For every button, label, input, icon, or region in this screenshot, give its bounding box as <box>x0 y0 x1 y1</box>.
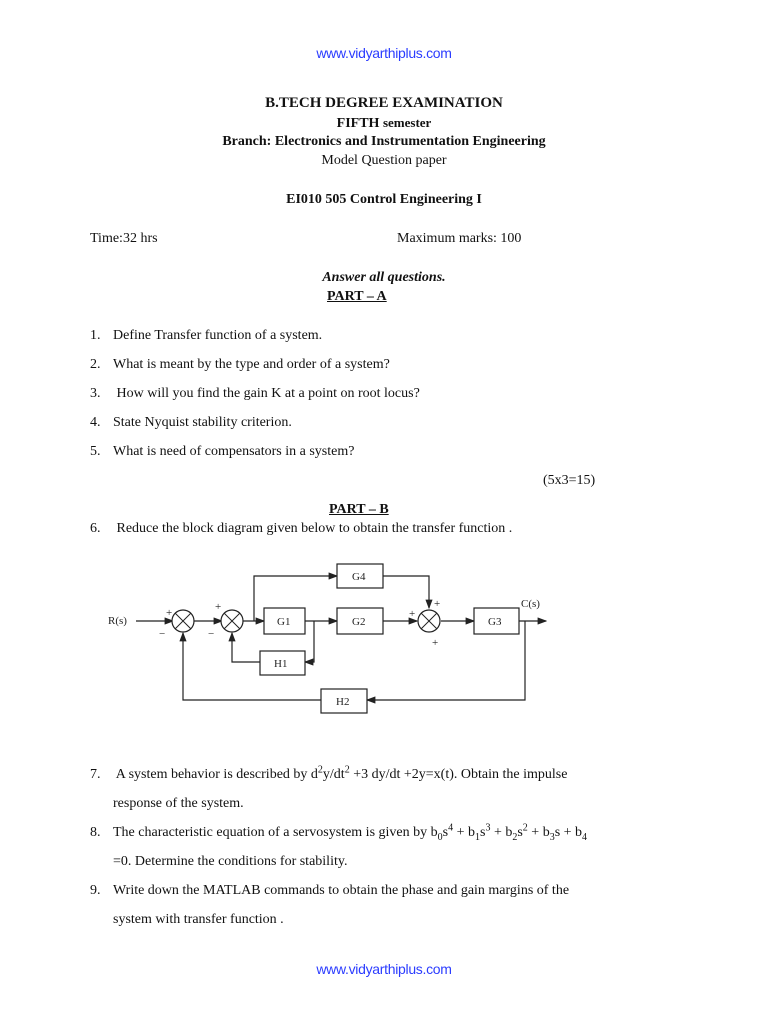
exam-title: B.TECH DEGREE EXAMINATION <box>265 95 503 111</box>
question-2 <box>90 357 390 373</box>
question-number: 5. <box>90 444 101 459</box>
branch-title: Branch: Electronics and Instrumentation Engineering <box>222 134 546 149</box>
exponent: 3 <box>485 822 491 834</box>
sign-plus-2: + <box>215 601 222 613</box>
exponent: 2 <box>317 764 323 776</box>
question-text: The characteristic equation of a servosystem is given by b <box>113 825 438 840</box>
question-text: s <box>479 825 486 840</box>
exponent: 4 <box>448 822 454 834</box>
question-7-line-2: response of the system. <box>113 796 244 811</box>
question-text: Define Transfer function of a system. <box>113 328 323 343</box>
question-9-line-2: system with transfer function . <box>113 912 284 927</box>
part-b-heading: PART – B <box>329 502 389 517</box>
question-text: What is meant by the type and order of a system? <box>113 357 390 372</box>
question-text: y/dt <box>322 767 345 782</box>
subscript: 3 <box>549 831 555 843</box>
question-text: +3 dy/dt +2y=x(t). Obtain the impulse <box>349 767 568 782</box>
subscript: 4 <box>582 831 588 843</box>
block-g2-label: G2 <box>352 616 366 628</box>
question-text: How will you find the gain K at a point on root locus? <box>113 386 420 401</box>
question-text: What is need of compensators in a system? <box>113 444 355 459</box>
question-4 <box>90 415 292 431</box>
question-3 <box>90 386 420 402</box>
time-allowed: Time:32 hrs <box>90 231 158 246</box>
block-diagram <box>96 555 552 725</box>
question-text: s <box>517 825 523 840</box>
paper-type: Model Question paper <box>321 153 447 168</box>
question-8 <box>90 822 588 843</box>
question-text: Reduce the block diagram given below to obtain the transfer function . <box>113 521 513 536</box>
question-text: A system behavior is described by d <box>113 767 318 782</box>
question-number: 2. <box>90 357 101 372</box>
semester-line <box>0 115 768 132</box>
sign-plus-4: + <box>409 608 416 620</box>
question-number: 1. <box>90 328 101 343</box>
question-text: + b <box>453 825 475 840</box>
header-site-link[interactable]: www.vidyarthiplus.com <box>316 45 452 61</box>
output-label: C(s) <box>521 598 540 610</box>
course-title: EI010 505 Control Engineering I <box>286 192 482 207</box>
question-text: State Nyquist stability criterion. <box>113 415 292 430</box>
question-text: Write down the MATLAB commands to obtain the phase and gain margins of the <box>113 883 570 898</box>
part-a-heading: PART – A <box>327 289 387 304</box>
sign-plus-1: + <box>166 607 173 619</box>
question-number: 8. <box>90 825 101 840</box>
exponent: 2 <box>522 822 528 834</box>
part-a-marks: (5x3=15) <box>543 473 596 488</box>
question-9 <box>90 883 569 899</box>
block-h1-label: H1 <box>274 658 288 670</box>
question-7 <box>90 764 568 783</box>
question-text: s <box>442 825 449 840</box>
question-6 <box>90 521 512 537</box>
subscript: 0 <box>437 831 443 843</box>
block-g4-label: G4 <box>352 571 366 583</box>
question-text: s + b <box>554 825 583 840</box>
block-g3-label: G3 <box>488 616 502 628</box>
maximum-marks: Maximum marks: 100 <box>397 231 522 246</box>
block-h2-label: H2 <box>336 696 350 708</box>
sign-minus-1: − <box>159 628 166 640</box>
question-number: 3. <box>90 386 101 401</box>
subscript: 1 <box>474 831 480 843</box>
subscript: 2 <box>512 831 518 843</box>
question-number: 4. <box>90 415 101 430</box>
footer-site-link[interactable]: www.vidyarthiplus.com <box>316 961 452 977</box>
sign-plus-5: + <box>432 637 439 649</box>
question-number: 6. <box>90 521 101 536</box>
question-text: + b <box>490 825 513 840</box>
semester-label: semester <box>382 115 432 130</box>
question-text: + b <box>527 825 550 840</box>
question-number: 7. <box>90 767 101 782</box>
question-1 <box>90 328 322 344</box>
input-label: R(s) <box>108 615 127 627</box>
instructions: Answer all questions. <box>322 270 446 285</box>
sign-plus-3: + <box>434 598 441 610</box>
exponent: 2 <box>344 764 350 776</box>
block-g1-label: G1 <box>277 616 291 628</box>
question-number: 9. <box>90 883 101 898</box>
question-8-line-2: =0. Determine the conditions for stability. <box>113 854 348 869</box>
question-5 <box>90 444 354 460</box>
sign-minus-2: − <box>208 628 215 640</box>
semester-word: FIFTH <box>336 116 380 131</box>
